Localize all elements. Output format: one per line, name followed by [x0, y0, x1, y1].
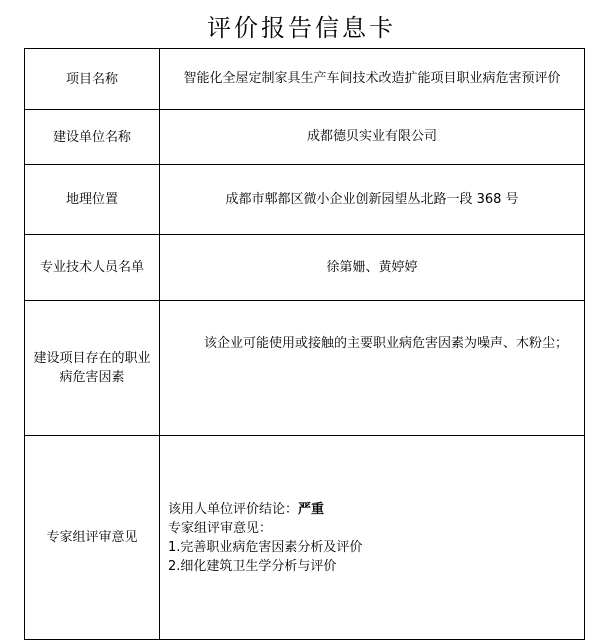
project-name-label: 项目名称	[25, 49, 160, 110]
card-title: 评价报告信息卡	[207, 14, 396, 42]
row-builder	[25, 110, 585, 165]
row-project-name	[25, 49, 585, 110]
review-label: 专家组评审意见	[25, 436, 160, 640]
experts-value: 徐第姗、黄婷婷	[160, 235, 585, 301]
review-opinion-heading: 专家组评审意见：	[168, 521, 273, 536]
experts-label: 专业技术人员名单	[25, 235, 160, 301]
location-label: 地理位置	[25, 165, 160, 235]
review-opinion-item: 2.细化建筑卫生学分析与评价	[168, 559, 337, 574]
info-card-table	[24, 48, 585, 640]
builder-label: 建设单位名称	[25, 110, 160, 165]
review-conclusion	[168, 500, 576, 519]
review-conclusion-value: 严重	[298, 502, 325, 517]
row-review	[25, 436, 585, 640]
builder-value: 成都德贝实业有限公司	[160, 110, 585, 165]
review-cell	[160, 436, 585, 640]
location-value: 成都市郫都区微小企业创新园望丛北路一段 368 号	[160, 165, 585, 235]
hazards-cell	[160, 301, 585, 436]
row-location	[25, 165, 585, 235]
project-name-value: 智能化全屋定制家具生产车间技术改造扩能项目职业病危害预评价	[160, 49, 585, 110]
row-experts	[25, 235, 585, 301]
hazards-label: 建设项目存在的职业病危害因素	[25, 301, 160, 436]
review-opinion-item: 1.完善职业病危害因素分析及评价	[168, 540, 363, 555]
hazards-value: 该企业可能使用或接触的主要职业病危害因素为噪声、木粉尘；	[204, 336, 569, 351]
review-conclusion-prefix: 该用人单位评价结论：	[168, 502, 299, 517]
row-hazards	[25, 301, 585, 436]
